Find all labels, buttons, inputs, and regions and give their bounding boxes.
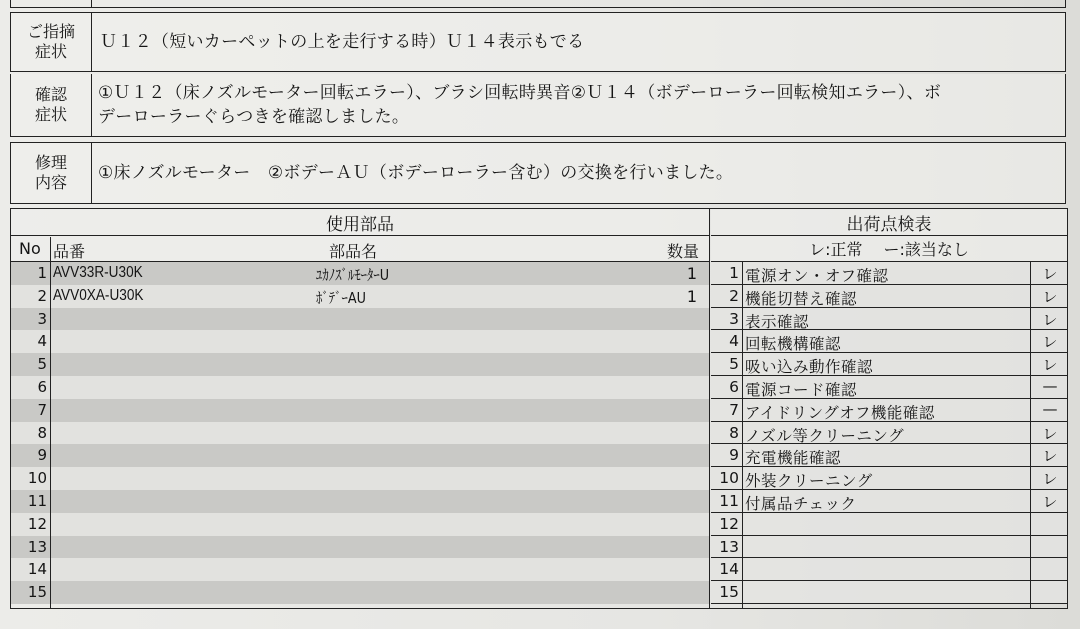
part-row-no: 4: [37, 332, 47, 351]
part-row-no: 3: [37, 309, 47, 328]
inspection-row-no: 4: [729, 332, 739, 351]
part-number-cell: AVV0XA-U30K: [53, 286, 144, 304]
col-header-no: No: [19, 239, 41, 258]
inspection-row-no: 3: [729, 309, 739, 328]
inspection-row: [711, 262, 1067, 285]
parts-used-table: [11, 209, 710, 608]
parts-column-headers: [11, 236, 709, 262]
part-row-no: 9: [37, 446, 47, 465]
parts-table-row: [11, 558, 709, 581]
inspection-row-no: 14: [719, 560, 739, 579]
part-row-no: 8: [37, 423, 47, 442]
inspection-row-no: 15: [719, 583, 739, 602]
col-header-quantity: 数量: [666, 242, 699, 261]
part-row-no: 2: [37, 286, 47, 305]
inspection-row-no: 5: [729, 355, 739, 374]
inspection-item-text: 電源コード確認: [745, 380, 858, 399]
parts-table-row: [11, 308, 709, 331]
inspection-row: [711, 581, 1067, 604]
inspection-row: [711, 513, 1067, 536]
inspection-check-mark: レ: [1042, 492, 1058, 511]
inspection-row-no: 6: [729, 377, 739, 396]
tables-container: [10, 208, 1068, 609]
inspection-check-mark: レ: [1042, 310, 1058, 329]
inspection-row-no: 9: [729, 446, 739, 465]
repair-details-box: [10, 142, 1066, 204]
part-row-no: 14: [27, 560, 47, 579]
inspection-item-text: 機能切替え確認: [745, 289, 858, 308]
inspection-item-text: アイドリングオフ機能確認: [745, 403, 935, 422]
inspection-row-no: 12: [719, 514, 739, 533]
reported-symptom-label: ご指摘 症状: [11, 13, 92, 71]
parts-table-row: [11, 467, 709, 490]
quantity-cell: 1: [686, 264, 697, 283]
part-row-no: 6: [37, 377, 47, 396]
inspection-item-text: ノズル等クリーニング: [745, 426, 905, 445]
part-row-no: 12: [27, 514, 47, 533]
inspection-check-mark: レ: [1042, 287, 1058, 306]
inspection-row: [711, 376, 1067, 399]
part-row-no: 1: [37, 264, 47, 282]
confirmed-symptom-label: 確認 症状: [11, 74, 92, 136]
inspection-row: [711, 467, 1067, 490]
inspection-row-no: 1: [729, 264, 739, 282]
part-row-no: 15: [27, 583, 47, 602]
inspection-row: [711, 285, 1067, 308]
parts-table-row: [11, 581, 709, 604]
repair-details-text: ①床ノズルモーター ②ボデーＡＵ（ボデーローラー含む）の交換を行いました。: [98, 162, 734, 183]
inspection-check-mark: —: [1042, 399, 1058, 418]
previous-section-box: [10, 0, 1066, 8]
inspection-item-text: 吸い込み動作確認: [745, 358, 874, 377]
quantity-cell: 1: [686, 286, 697, 306]
parts-table-row: [11, 262, 709, 285]
inspection-row: [711, 330, 1067, 353]
col-header-part-name: 部品名: [329, 242, 378, 261]
inspection-row: [711, 422, 1067, 445]
col-header-part-number: 品番: [53, 242, 86, 261]
parts-table-row: [11, 399, 709, 422]
inspection-item-text: 表示確認: [745, 312, 810, 331]
parts-table-row: [11, 353, 709, 376]
inspection-row-no: 10: [719, 469, 739, 488]
part-name-cell: ﾎﾞﾃﾞｰAU: [316, 288, 366, 307]
inspection-check-mark: レ: [1042, 333, 1058, 352]
parts-table-row: [11, 536, 709, 559]
shipping-inspection-table: [711, 209, 1067, 608]
inspection-row: [711, 490, 1067, 513]
parts-table-row: [11, 444, 709, 467]
inspection-row: [711, 444, 1067, 467]
parts-rows: [11, 262, 709, 604]
inspection-row: [711, 558, 1067, 581]
inspection-row-no: 2: [729, 286, 739, 305]
parts-table-row: [11, 376, 709, 399]
inspection-row-no: 11: [719, 491, 739, 510]
inspection-rows: [711, 262, 1067, 604]
inspection-check-mark: レ: [1042, 265, 1058, 283]
confirmed-symptom-text: ①Ｕ１２（床ノズルモーター回転エラー）、ブラシ回転時異音②Ｕ１４（ボデーローラー回転検知エラー）、ボ デーローラーぐらつきを確認しました。: [98, 83, 942, 127]
parts-table-row: [11, 330, 709, 353]
part-row-no: 10: [27, 469, 47, 488]
parts-table-row: [11, 513, 709, 536]
inspection-check-mark: レ: [1042, 356, 1058, 375]
confirmed-symptom-box: [10, 74, 1066, 137]
parts-table-title: 使用部品: [11, 209, 709, 236]
inspection-legend: レ:正常 ー:該当なし: [711, 236, 1067, 262]
reported-symptom-text: Ｕ１２（短いカーペットの上を走行する時）Ｕ１４表示もでる: [100, 31, 585, 52]
inspection-row: [711, 399, 1067, 422]
inspection-row-no: 13: [719, 537, 739, 556]
inspection-row: [711, 308, 1067, 331]
inspection-check-mark: レ: [1042, 470, 1058, 489]
parts-table-row: [11, 422, 709, 445]
inspection-row: [711, 536, 1067, 559]
inspection-table-title: 出荷点検表: [711, 209, 1067, 236]
inspection-item-text: 回転機構確認: [745, 335, 842, 354]
part-number-cell: AVV33R-U30K: [53, 264, 143, 281]
inspection-check-mark: レ: [1042, 447, 1058, 466]
part-row-no: 7: [37, 400, 47, 419]
inspection-check-mark: —: [1042, 376, 1058, 395]
parts-table-row: [11, 490, 709, 513]
inspection-item-text: 付属品チェック: [745, 494, 857, 513]
inspection-item-text: 電源オン・オフ確認: [745, 267, 889, 285]
inspection-check-mark: レ: [1042, 424, 1058, 443]
inspection-row-no: 8: [729, 423, 739, 442]
inspection-row: [711, 353, 1067, 376]
inspection-item-text: 充電機能確認: [745, 449, 842, 468]
part-row-no: 11: [27, 491, 47, 510]
repair-details-label: 修理 内容: [11, 143, 92, 203]
part-row-no: 5: [37, 355, 47, 374]
parts-table-row: [11, 285, 709, 308]
inspection-row-no: 7: [729, 400, 739, 419]
part-name-cell: ﾕｶﾉｽﾞﾙﾓｰﾀｰU: [316, 266, 390, 284]
reported-symptom-box: [10, 12, 1066, 72]
inspection-item-text: 外装クリーニング: [745, 472, 873, 491]
part-row-no: 13: [27, 537, 47, 556]
